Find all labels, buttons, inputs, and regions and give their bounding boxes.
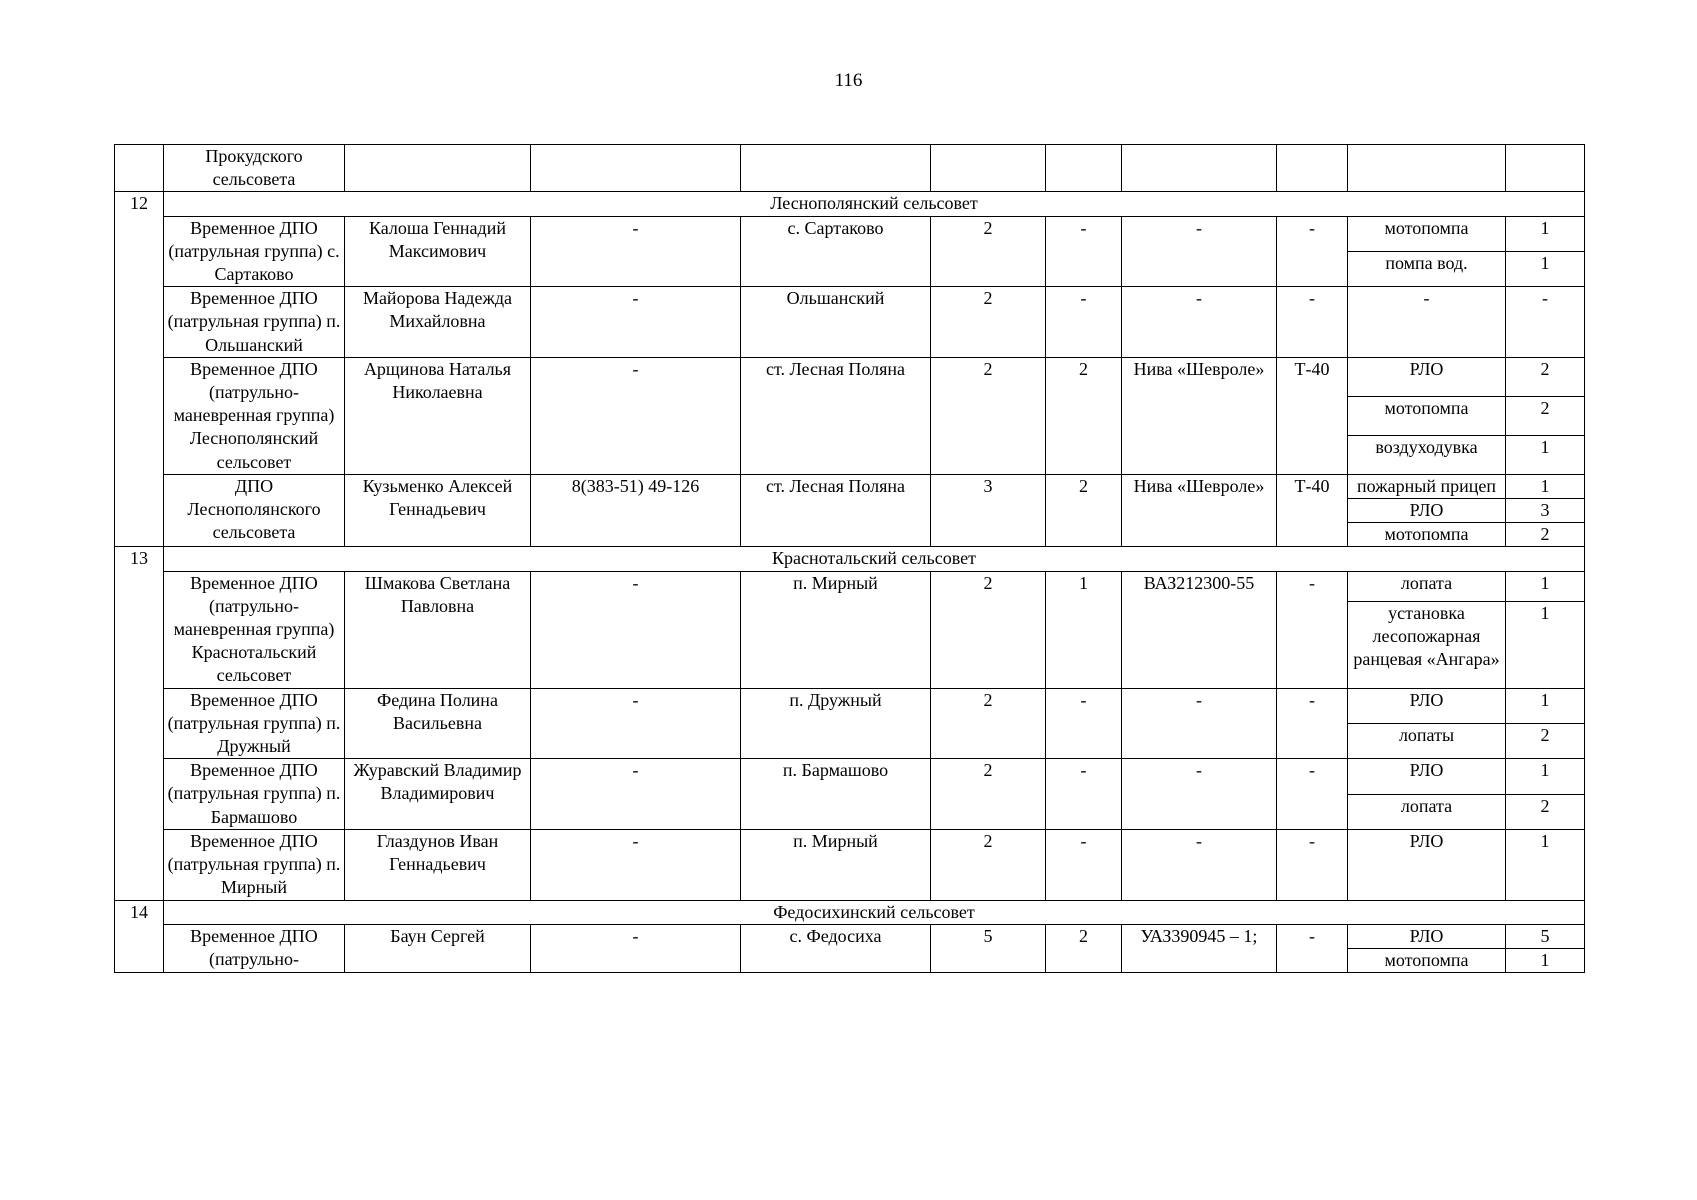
unit-head: Федина Полина Васильевна xyxy=(345,688,531,759)
section-number: 12 xyxy=(115,192,164,547)
unit-location: п. Мирный xyxy=(741,829,931,900)
equipment-qty: 2 xyxy=(1506,396,1585,435)
unit-vehicles: - xyxy=(1046,688,1122,759)
equipment-qty: 2 xyxy=(1506,794,1585,829)
unit-tractor: - xyxy=(1277,924,1348,972)
unit-location: с. Сартаково xyxy=(741,216,931,287)
unit-row xyxy=(115,357,1585,396)
unit-vehicles: 2 xyxy=(1046,357,1122,474)
unit-phone: 8(383-51) 49-126 xyxy=(531,474,741,547)
unit-tractor: - xyxy=(1277,571,1348,688)
unit-phone: - xyxy=(531,357,741,474)
unit-people: 2 xyxy=(931,216,1046,287)
unit-location: п. Дружный xyxy=(741,688,931,759)
unit-name: Временное ДПО (патрульная группа) п. Дружный xyxy=(164,688,345,759)
unit-location: п. Бармашово xyxy=(741,759,931,830)
unit-vehicle-model: - xyxy=(1122,216,1277,287)
unit-location: ст. Лесная Поляна xyxy=(741,474,931,547)
unit-vehicle-model: - xyxy=(1122,759,1277,830)
equipment-qty: 1 xyxy=(1506,759,1585,794)
equipment-qty: 3 xyxy=(1506,499,1585,523)
unit-people: 2 xyxy=(931,357,1046,474)
equipment-item: лопаты xyxy=(1348,723,1506,758)
unit-vehicle-model: Нива «Шевроле» xyxy=(1122,474,1277,547)
equipment-item: помпа вод. xyxy=(1348,251,1506,286)
unit-head: Калоша Геннадий Максимович xyxy=(345,216,531,287)
section-header-row xyxy=(115,547,1585,571)
unit-tractor: - xyxy=(1277,287,1348,358)
unit-vehicles: - xyxy=(1046,287,1122,358)
unit-vehicle-model: ВАЗ212300-55 xyxy=(1122,571,1277,688)
equipment-item: установка лесопожарная ранцевая «Ангара» xyxy=(1348,601,1506,688)
unit-tractor: - xyxy=(1277,759,1348,830)
section-number: 13 xyxy=(115,547,164,900)
equipment-qty: 1 xyxy=(1506,251,1585,286)
unit-name: Временное ДПО (патрульная группа) п. Мирный xyxy=(164,829,345,900)
unit-tractor: - xyxy=(1277,829,1348,900)
unit-people: 2 xyxy=(931,829,1046,900)
unit-name: Временное ДПО (патрульно-маневренная группа) Леснополянский сельсовет xyxy=(164,357,345,474)
unit-phone: - xyxy=(531,216,741,287)
unit-head: Шмакова Светлана Павловна xyxy=(345,571,531,688)
unit-row xyxy=(115,924,1585,948)
unit-people: 2 xyxy=(931,287,1046,358)
unit-name: ДПО Леснополянского сельсовета xyxy=(164,474,345,547)
equipment-qty: 5 xyxy=(1506,924,1585,948)
unit-tractor: Т-40 xyxy=(1277,357,1348,474)
unit-vehicles: - xyxy=(1046,759,1122,830)
unit-head: Журавский Владимир Владимирович xyxy=(345,759,531,830)
section-title: Краснотальский сельсовет xyxy=(164,547,1585,571)
unit-vehicle-model: - xyxy=(1122,287,1277,358)
unit-vehicles: 2 xyxy=(1046,924,1122,972)
equipment-item: мотопомпа xyxy=(1348,948,1506,972)
unit-people: 2 xyxy=(931,688,1046,759)
unit-phone: - xyxy=(531,571,741,688)
unit-name: Временное ДПО (патрульная группа) п. Бармашово xyxy=(164,759,345,830)
equipment-qty: 1 xyxy=(1506,571,1585,601)
fire-units-table xyxy=(114,144,1585,973)
equipment-item: мотопомпа xyxy=(1348,523,1506,547)
page-number: 116 xyxy=(834,70,863,91)
equipment-item: РЛО xyxy=(1348,688,1506,723)
equipment-qty: 1 xyxy=(1506,948,1585,972)
unit-people: 5 xyxy=(931,924,1046,972)
unit-people: 3 xyxy=(931,474,1046,547)
unit-head: Баун Сергей xyxy=(345,924,531,972)
unit-vehicle-model: УАЗ390945 – 1; xyxy=(1122,924,1277,972)
unit-location: с. Федосиха xyxy=(741,924,931,972)
unit-name: Временное ДПО (патрульно- xyxy=(164,924,345,972)
unit-tractor: - xyxy=(1277,216,1348,287)
equipment-item: пожарный прицеп xyxy=(1348,474,1506,498)
unit-row xyxy=(115,287,1585,358)
equipment-qty: 2 xyxy=(1506,357,1585,396)
section-title: Федосихинский сельсовет xyxy=(164,900,1585,924)
continuation-row xyxy=(115,145,1585,192)
section-header-row xyxy=(115,192,1585,216)
equipment-item: лопата xyxy=(1348,794,1506,829)
unit-row xyxy=(115,759,1585,794)
equipment-qty: 1 xyxy=(1506,688,1585,723)
equipment-item: - xyxy=(1348,287,1506,358)
equipment-qty: 1 xyxy=(1506,474,1585,498)
unit-phone: - xyxy=(531,924,741,972)
unit-head: Кузьменко Алексей Геннадьевич xyxy=(345,474,531,547)
equipment-item: мотопомпа xyxy=(1348,216,1506,251)
section-title: Леснополянский сельсовет xyxy=(164,192,1585,216)
unit-people: 2 xyxy=(931,571,1046,688)
equipment-item: мотопомпа xyxy=(1348,396,1506,435)
continuation-cell: Прокудского сельсовета xyxy=(164,145,345,192)
equipment-qty: 1 xyxy=(1506,435,1585,474)
unit-name: Временное ДПО (патрульно-маневренная группа) Краснотальский сельсовет xyxy=(164,571,345,688)
unit-people: 2 xyxy=(931,759,1046,830)
unit-location: ст. Лесная Поляна xyxy=(741,357,931,474)
equipment-item: РЛО xyxy=(1348,829,1506,900)
unit-vehicle-model: - xyxy=(1122,829,1277,900)
equipment-item: воздуходувка xyxy=(1348,435,1506,474)
equipment-qty: 1 xyxy=(1506,601,1585,688)
equipment-item: лопата xyxy=(1348,571,1506,601)
unit-head: Глаздунов Иван Геннадьевич xyxy=(345,829,531,900)
equipment-qty: 1 xyxy=(1506,216,1585,251)
equipment-item: РЛО xyxy=(1348,924,1506,948)
unit-location: п. Мирный xyxy=(741,571,931,688)
unit-name: Временное ДПО (патрульная группа) п. Ольшанский xyxy=(164,287,345,358)
unit-vehicles: - xyxy=(1046,829,1122,900)
equipment-item: РЛО xyxy=(1348,499,1506,523)
unit-vehicles: - xyxy=(1046,216,1122,287)
unit-row xyxy=(115,688,1585,723)
unit-phone: - xyxy=(531,759,741,830)
unit-tractor: Т-40 xyxy=(1277,474,1348,547)
equipment-item: РЛО xyxy=(1348,759,1506,794)
equipment-qty: 2 xyxy=(1506,523,1585,547)
unit-phone: - xyxy=(531,287,741,358)
equipment-qty: 2 xyxy=(1506,723,1585,758)
equipment-item: РЛО xyxy=(1348,357,1506,396)
unit-phone: - xyxy=(531,829,741,900)
unit-tractor: - xyxy=(1277,688,1348,759)
unit-location: Ольшанский xyxy=(741,287,931,358)
unit-row xyxy=(115,216,1585,251)
unit-row xyxy=(115,571,1585,601)
unit-head: Майорова Надежда Михайловна xyxy=(345,287,531,358)
unit-head: Арщинова Наталья Николаевна xyxy=(345,357,531,474)
unit-name: Временное ДПО (патрульная группа) с. Сартаково xyxy=(164,216,345,287)
section-number: 14 xyxy=(115,900,164,973)
unit-row xyxy=(115,829,1585,900)
unit-vehicles: 2 xyxy=(1046,474,1122,547)
unit-vehicle-model: - xyxy=(1122,688,1277,759)
unit-vehicle-model: Нива «Шевроле» xyxy=(1122,357,1277,474)
section-header-row xyxy=(115,900,1585,924)
unit-row xyxy=(115,474,1585,498)
equipment-qty: - xyxy=(1506,287,1585,358)
equipment-qty: 1 xyxy=(1506,829,1585,900)
unit-phone: - xyxy=(531,688,741,759)
unit-vehicles: 1 xyxy=(1046,571,1122,688)
